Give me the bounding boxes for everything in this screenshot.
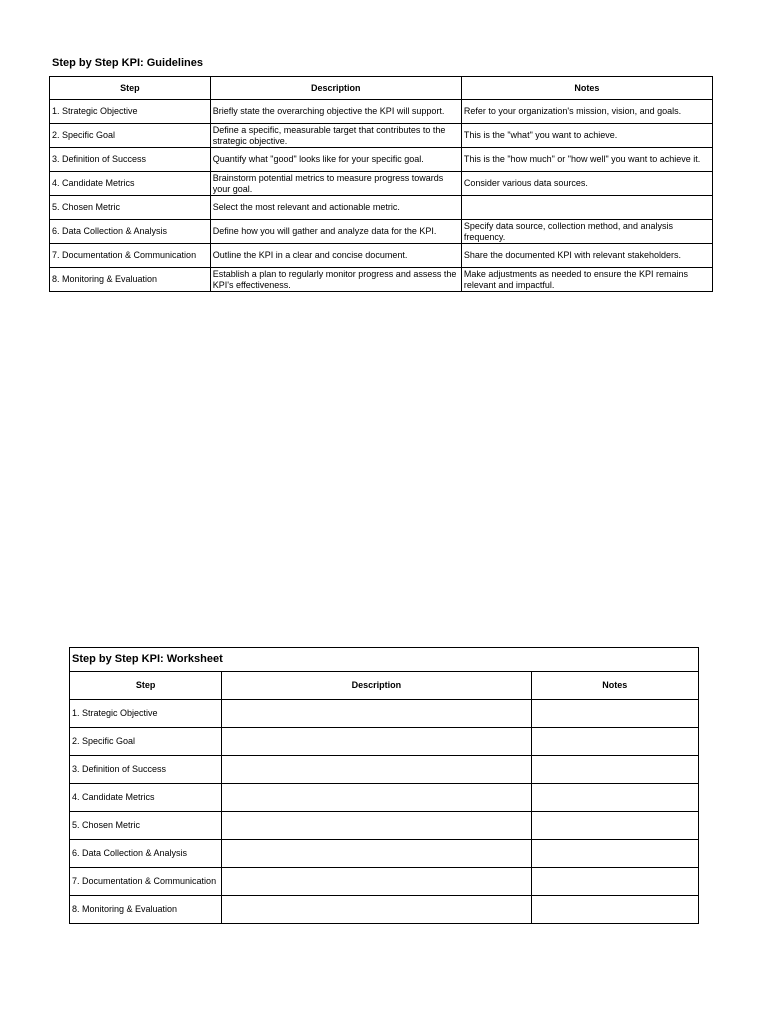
table-row — [70, 756, 699, 784]
worksheet-table — [69, 647, 699, 924]
notes-input-cell[interactable] — [531, 756, 698, 784]
notes-cell: This is the "what" you want to achieve. — [461, 124, 712, 148]
step-cell: 2. Specific Goal — [50, 124, 211, 148]
notes-cell: Refer to your organization's mission, vision, and goals. — [461, 100, 712, 124]
column-header-step: Step — [70, 672, 222, 700]
step-cell: 4. Candidate Metrics — [50, 172, 211, 196]
guidelines-title: Step by Step KPI: Guidelines — [52, 57, 203, 69]
step-cell: 6. Data Collection & Analysis — [50, 220, 211, 244]
table-row — [70, 896, 699, 924]
step-cell: 2. Specific Goal — [70, 728, 222, 756]
column-header-notes: Notes — [531, 672, 698, 700]
table-row — [50, 220, 713, 244]
description-input-cell[interactable] — [222, 840, 531, 868]
step-cell: 7. Documentation & Communication — [50, 244, 211, 268]
column-header-notes: Notes — [461, 77, 712, 100]
notes-cell: This is the "how much" or "how well" you want to achieve it. — [461, 148, 712, 172]
step-cell: 6. Data Collection & Analysis — [70, 840, 222, 868]
step-cell: 8. Monitoring & Evaluation — [70, 896, 222, 924]
step-cell: 3. Definition of Success — [50, 148, 211, 172]
guidelines-header-row — [50, 77, 713, 100]
table-row — [70, 812, 699, 840]
worksheet-title: Step by Step KPI: Worksheet — [70, 648, 699, 672]
column-header-description: Description — [210, 77, 461, 100]
description-cell: Define how you will gather and analyze data for the KPI. — [210, 220, 461, 244]
table-row — [70, 840, 699, 868]
description-cell: Establish a plan to regularly monitor progress and assess the KPI's effectiveness. — [210, 268, 461, 292]
table-row — [70, 728, 699, 756]
table-row — [50, 124, 713, 148]
table-row — [50, 196, 713, 220]
step-cell: 1. Strategic Objective — [70, 700, 222, 728]
table-row — [70, 700, 699, 728]
description-input-cell[interactable] — [222, 756, 531, 784]
description-cell: Brainstorm potential metrics to measure progress towards your goal. — [210, 172, 461, 196]
description-cell: Outline the KPI in a clear and concise document. — [210, 244, 461, 268]
description-input-cell[interactable] — [222, 896, 531, 924]
column-header-step: Step — [50, 77, 211, 100]
description-cell: Briefly state the overarching objective the KPI will support. — [210, 100, 461, 124]
table-row — [70, 868, 699, 896]
description-input-cell[interactable] — [222, 700, 531, 728]
notes-input-cell[interactable] — [531, 784, 698, 812]
notes-cell: Share the documented KPI with relevant stakeholders. — [461, 244, 712, 268]
step-cell: 5. Chosen Metric — [70, 812, 222, 840]
step-cell: 5. Chosen Metric — [50, 196, 211, 220]
description-cell: Select the most relevant and actionable metric. — [210, 196, 461, 220]
notes-cell: Make adjustments as needed to ensure the KPI remains relevant and impactful. — [461, 268, 712, 292]
notes-input-cell[interactable] — [531, 840, 698, 868]
notes-input-cell[interactable] — [531, 896, 698, 924]
notes-cell: Consider various data sources. — [461, 172, 712, 196]
description-input-cell[interactable] — [222, 728, 531, 756]
guidelines-table — [49, 76, 713, 292]
column-header-description: Description — [222, 672, 531, 700]
table-row — [70, 784, 699, 812]
worksheet-header-row — [70, 672, 699, 700]
notes-input-cell[interactable] — [531, 700, 698, 728]
description-input-cell[interactable] — [222, 868, 531, 896]
worksheet-title-row — [70, 648, 699, 672]
notes-input-cell[interactable] — [531, 728, 698, 756]
description-input-cell[interactable] — [222, 784, 531, 812]
step-cell: 4. Candidate Metrics — [70, 784, 222, 812]
step-cell: 7. Documentation & Communication — [70, 868, 222, 896]
table-row — [50, 172, 713, 196]
description-cell: Define a specific, measurable target that contributes to the strategic objective. — [210, 124, 461, 148]
notes-input-cell[interactable] — [531, 868, 698, 896]
description-cell: Quantify what "good" looks like for your specific goal. — [210, 148, 461, 172]
step-cell: 3. Definition of Success — [70, 756, 222, 784]
notes-cell — [461, 196, 712, 220]
step-cell: 1. Strategic Objective — [50, 100, 211, 124]
table-row — [50, 148, 713, 172]
notes-input-cell[interactable] — [531, 812, 698, 840]
table-row — [50, 268, 713, 292]
table-row — [50, 100, 713, 124]
notes-cell: Specify data source, collection method, and analysis frequency. — [461, 220, 712, 244]
description-input-cell[interactable] — [222, 812, 531, 840]
table-row — [50, 244, 713, 268]
step-cell: 8. Monitoring & Evaluation — [50, 268, 211, 292]
